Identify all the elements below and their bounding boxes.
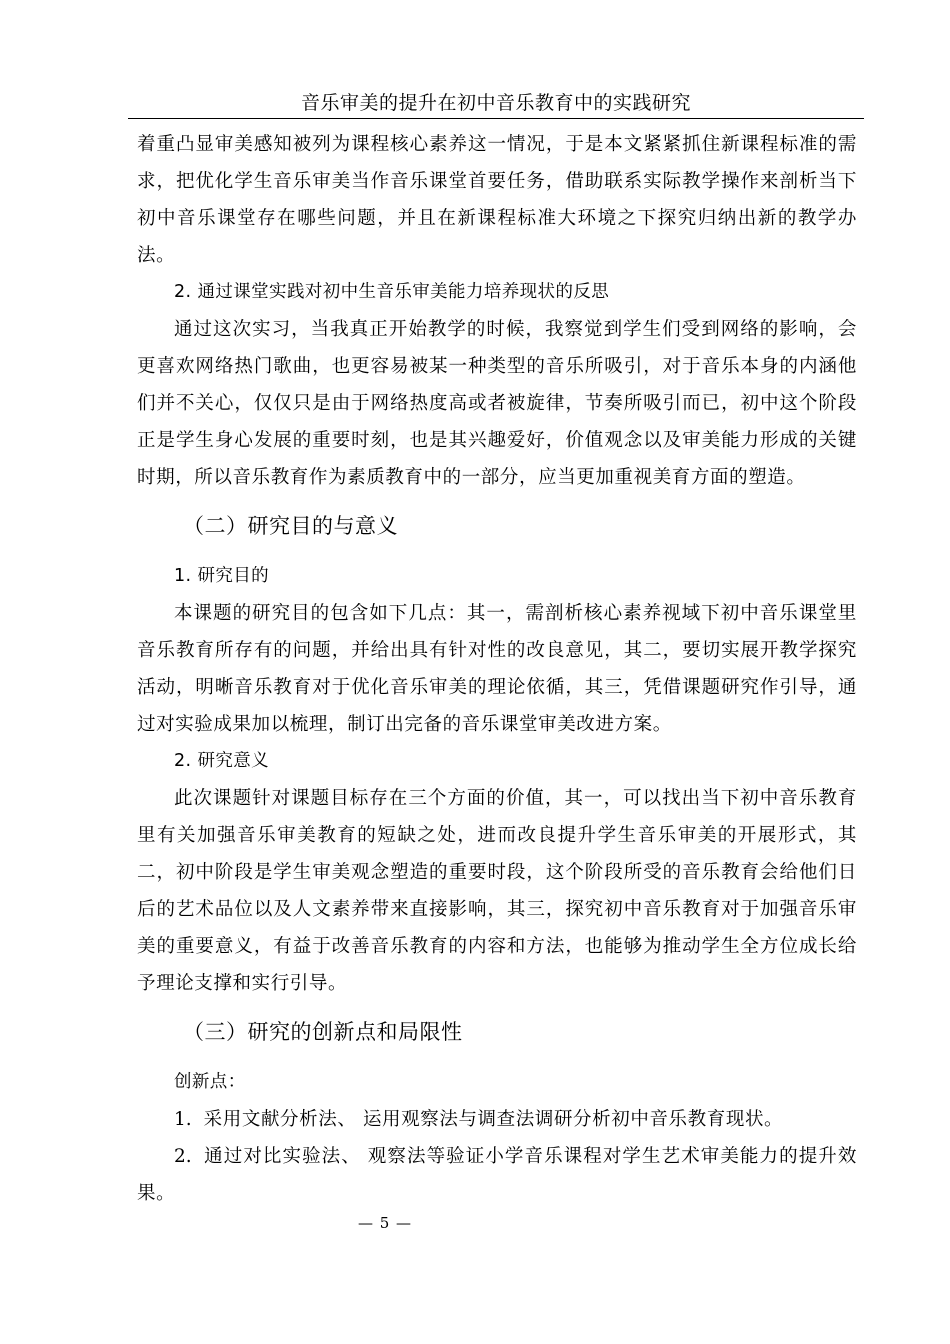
- list-text: 采用文献分析法、 运用观察法与调查法调研分析初中音乐教育现状。: [203, 1109, 784, 1130]
- subheading-meaning: 2. 研究意义: [174, 751, 270, 771]
- section-heading-purpose-meaning: （二）研究目的与意义: [183, 514, 398, 538]
- paragraph-meaning: 此次课题针对课题目标存在三个方面的价值，其一，可以找出当下初中音乐教育里有关加强音乐审美教育的短缺之处，进而改良提升学生音乐审美的开展形式，其二，初中阶段是学生审美观念塑造的重要时段，这个阶段所受的音乐教育会给他们日后的艺术品位以及人文素养带来直接影响，其三，探究初中音乐教育对于加强音乐审美的重要意义，有益于改善音乐教育的内容和方法，也能够为推动学生全方位成长给予理论支撑和实行引导。: [137, 788, 857, 994]
- list-number: 2.: [174, 1146, 192, 1167]
- section-heading-innovation-limitations: （三）研究的创新点和局限性: [183, 1020, 463, 1044]
- subheading-purpose: 1. 研究目的: [174, 566, 270, 586]
- innovation-label: 创新点：: [174, 1072, 246, 1092]
- header-rule: [128, 118, 864, 119]
- running-header: 音乐审美的提升在初中音乐教育中的实践研究: [300, 92, 691, 114]
- paragraph-purpose: 本课题的研究目的包含如下几点：其一，需剖析核心素养视域下初中音乐课堂里音乐教育所存有的问题，并给出具有针对性的改良意见，其二，要切实展开教学探究活动，明晰音乐教育对于优化音乐审美的理论依循，其三，凭借课题研究作引导，通过对实验成果加以梳理，制订出完备的音乐课堂审美改进方案。: [137, 603, 857, 735]
- subheading-reflection: 2. 通过课堂实践对初中生音乐审美能力培养现状的反思: [174, 282, 610, 302]
- page-number: — 5 —: [357, 1214, 413, 1232]
- page-body: [137, 126, 857, 1212]
- list-number: 1.: [174, 1109, 192, 1130]
- paragraph-continuation: 着重凸显审美感知被列为课程核心素养这一情况，于是本文紧紧抓住新课程标准的需求，把优化学生音乐审美当作音乐课堂首要任务，借助联系实际教学操作来剖析当下初中音乐课堂存在哪些问题，并且在新课程标准大环境之下探究归纳出新的教学办法。: [137, 134, 857, 266]
- list-text: 通过对比实验法、 观察法等验证小学音乐课程对学生艺术审美能力的提升效果。: [137, 1146, 857, 1204]
- paragraph-reflection: 通过这次实习，当我真正开始教学的时候，我察觉到学生们受到网络的影响，会更喜欢网络热门歌曲，也更容易被某一种类型的音乐所吸引，对于音乐本身的内涵他们并不关心，仅仅只是由于网络热度高或者被旋律，节奏所吸引而已，初中这个阶段正是学生身心发展的重要时刻，也是其兴趣爱好，价值观念以及审美能力形成的关键时期，所以音乐教育作为素质教育中的一部分，应当更加重视美育方面的塑造。: [137, 319, 857, 488]
- list-item-2: [137, 1138, 857, 1212]
- list-item-1: [137, 1101, 857, 1138]
